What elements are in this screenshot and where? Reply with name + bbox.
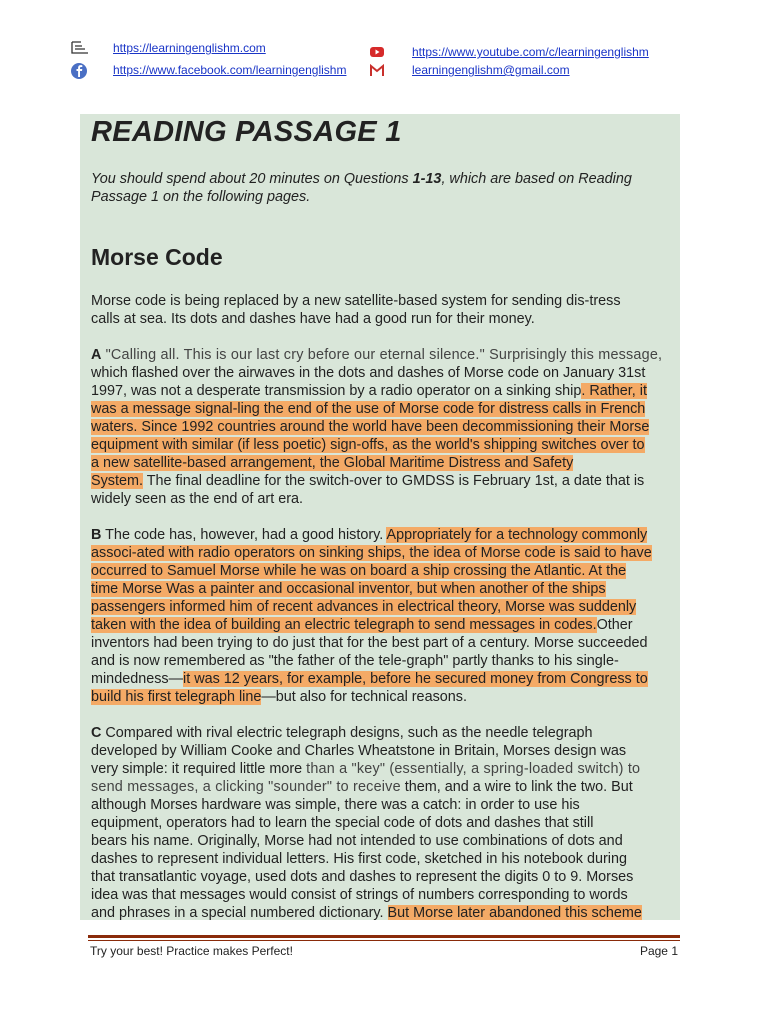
passage-summary: Morse code is being replaced by a new satellite-based system for sending dis-tress calls at sea. Its dots and dashes have had a good run for their money. — [91, 293, 621, 327]
paragraph-a: A "Calling all. This is our last cry before our eternal silence." Surprisingly this message, which flashed over the airwaves in the dots and dashes of Morse code on January 31st 1997, was not a desperate transmission by a radio operator on a sinking ship. Rather, it was a message signal-ling the end of the use of Morse code for distress calls in French waters. Since 1992 countries around the world have been decommissioning their Morse equipment with similar (if less poetic) sign-offs, as the world's shipping switches over to a new satellite-based arrangement, the Global Maritime Distress and Safety System. The final deadline for the switch-over to GMDSS is February 1st, a date that is widely seen as the end of art era. — [91, 347, 663, 507]
website-link[interactable]: https://learningenglishm.com — [113, 41, 266, 55]
paragraph-b: B The code has, however, had a good history. Appropriately for a technology commonly associ-ated with radio operators on sinking ships, the idea of Morse code is said to have occurred to Samuel Morse while he was on board a ship crossing the Atlantic. At the time Morse Was a painter and occasional inventor, but when another of the ships passengers informed him of recent advances in electrical theory, Morse was suddenly taken with the idea of building an electric telegraph to send messages in codes.Other inventors had been trying to do just that for the best part of a century. Morse succeeded and is now remembered as "the father of the tele-graph" partly thanks to his single- mindedness—it was 12 years, for example, before he secured money from Congress to build his first telegraph line—but also for technical reasons. — [91, 527, 652, 705]
footer-divider — [88, 935, 680, 941]
passage-heading: Morse Code — [91, 244, 223, 270]
paragraph-c: C Compared with rival electric telegraph designs, such as the needle telegraph developed by William Cooke and Charles Wheatstone in Britain, Morses design was very simple: it required little more than a "key" (essentially, a spring-loaded switch) to send messages, a clicking "sounder" to receive them, and a wire to link the two. But although Morses hardware was simple, there was a catch: in order to use his equipment, operators had to learn the special code of dots and dashes that still bears his name. Originally, Morse had not intended to use combinations of dots and dashes to represent individual letters. His first code, sketched in his notebook during that transatlantic voyage, used dots and dashes to represent the digits 0 to 9. Morses idea was that messages would consist of strings of numbers corresponding to words and phrases in a special numbered dictionary. But Morse later abandoned this scheme — [91, 725, 642, 920]
header — [68, 40, 708, 82]
email-link[interactable]: learningenglishm@gmail.com — [412, 63, 570, 77]
facebook-link[interactable]: https://www.facebook.com/learningenglishm — [113, 63, 347, 77]
instructions: You should spend about 20 minutes on Questions 1-13, which are based on Reading Passage 1 on the following pages. — [91, 171, 632, 205]
facebook-icon — [68, 62, 90, 78]
reading-panel — [80, 114, 680, 920]
youtube-link[interactable]: https://www.youtube.com/c/learningenglishm — [412, 45, 649, 59]
youtube-icon — [366, 44, 388, 60]
gmail-icon — [366, 62, 388, 78]
footer-motto: Try your best! Practice makes Perfect! — [90, 944, 293, 958]
page-title: READING PASSAGE 1 — [91, 116, 402, 148]
page-number: Page 1 — [639, 944, 678, 958]
website-icon — [68, 40, 90, 56]
